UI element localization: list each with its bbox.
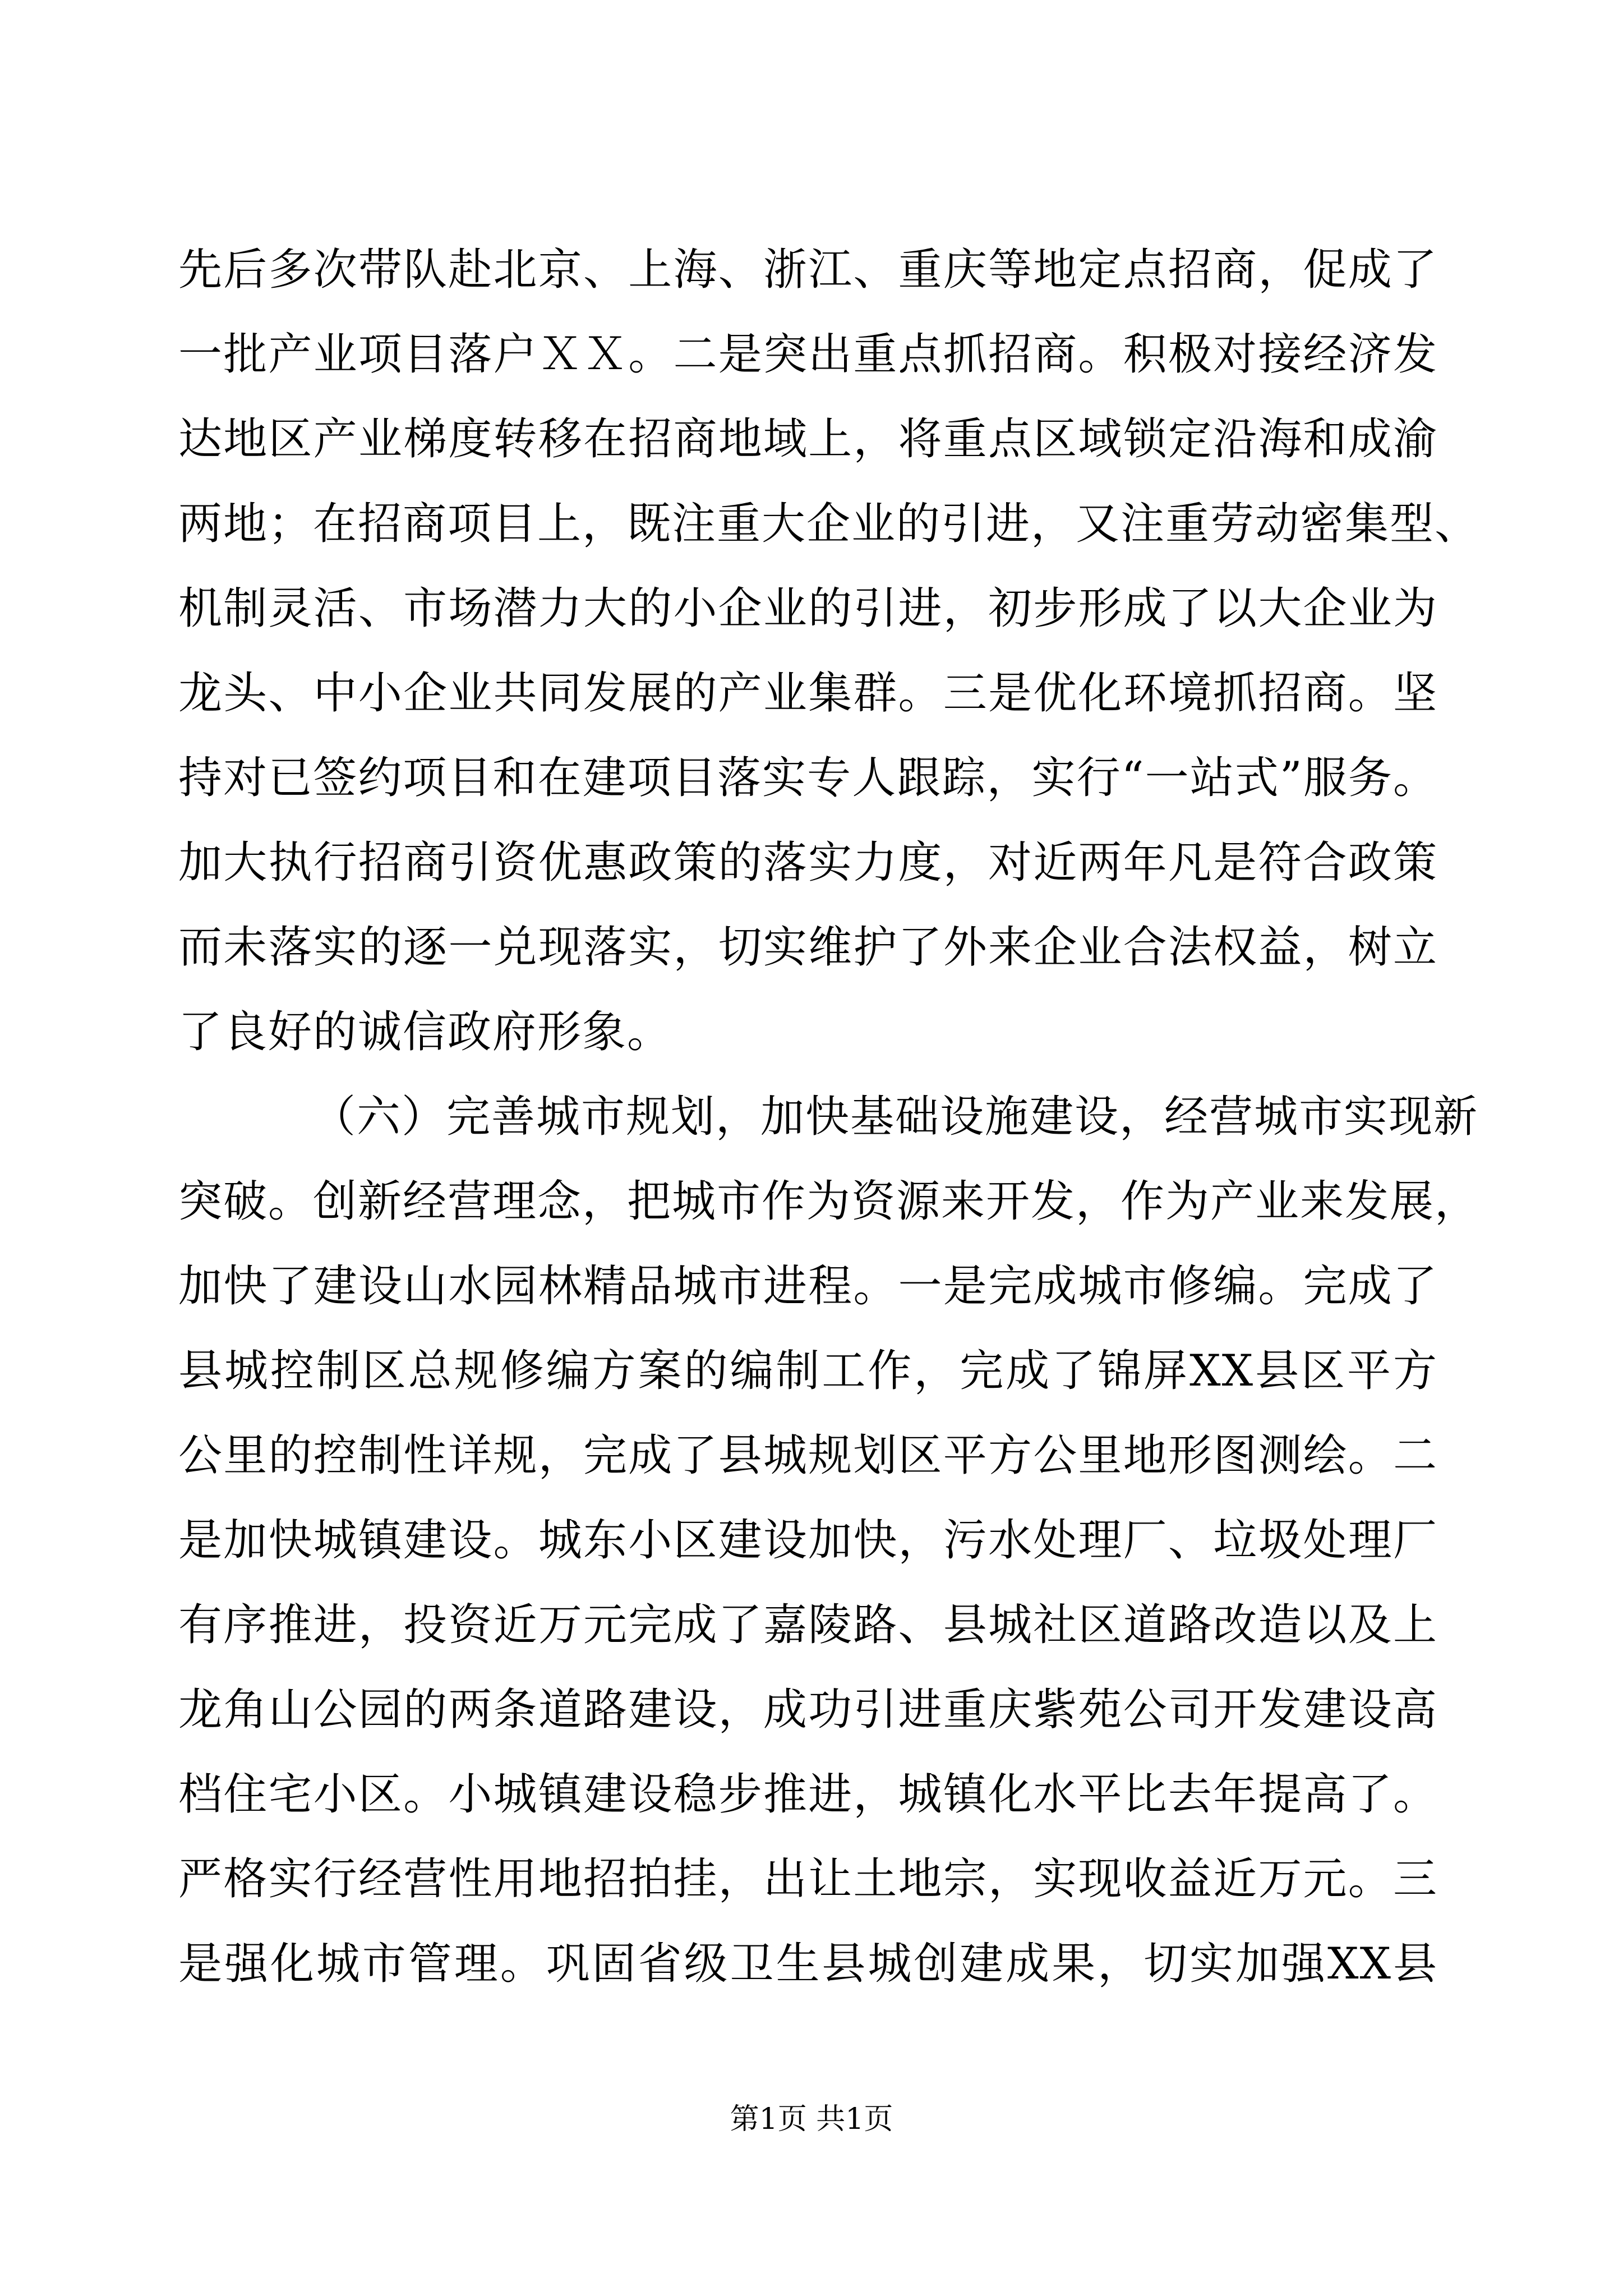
text-line-content: 严格实行经营性用地招拍挂，出让土地宗，实现收益近万元。三 bbox=[178, 1854, 1438, 1904]
text-line-content: 加快了建设山水园林精品城市进程。一是完成城市修编。完成了 bbox=[178, 1261, 1438, 1312]
text-line bbox=[0, 1425, 1623, 1487]
text-line bbox=[0, 747, 1623, 809]
text-line bbox=[0, 324, 1623, 385]
text-line bbox=[0, 493, 1623, 555]
text-line-content: 龙头、中小企业共同发展的产业集群。三是优化环境抓招商。坚 bbox=[178, 668, 1438, 719]
text-line bbox=[0, 1255, 1623, 1317]
text-line-content: 公里的控制性详规，完成了县城规划区平方公里地形图测绘。二 bbox=[178, 1430, 1438, 1481]
text-line-content: 一批产业项目落户ＸＸ。二是突出重点抓招商。积极对接经济发 bbox=[178, 329, 1438, 380]
text-line-content: 是强化城市管理。巩固省级卫生县城创建成果，切实加强XX县 bbox=[178, 1939, 1438, 1989]
text-line-content: 先后多次带队赴北京、上海、浙江、重庆等地定点招商，促成了 bbox=[178, 245, 1438, 295]
text-line-content: 突破。创新经营理念，把城市作为资源来开发，作为产业来发展， bbox=[178, 1176, 1480, 1227]
text-line bbox=[0, 1171, 1623, 1232]
text-line bbox=[0, 1086, 1623, 1148]
text-line-content: 有序推进，投资近万元完成了嘉陵路、县城社区道路改造以及上 bbox=[178, 1600, 1438, 1650]
text-line-content: 而未落实的逐一兑现落实，切实维护了外来企业合法权益，树立 bbox=[178, 922, 1438, 973]
text-line-content: 是加快城镇建设。城东小区建设加快，污水处理厂、垃圾处理厂 bbox=[178, 1515, 1438, 1566]
text-line-content: 机制灵活、市场潜力大的小企业的引进，初步形成了以大企业为 bbox=[178, 583, 1438, 634]
text-line-content: 县城控制区总规修编方案的编制工作，完成了锦屏XX县区平方 bbox=[178, 1346, 1438, 1396]
text-line bbox=[0, 1764, 1623, 1825]
text-line-content: 达地区产业梯度转移在招商地域上，将重点区域锁定沿海和成渝 bbox=[178, 414, 1438, 464]
text-line-content: 加大执行招商引资优惠政策的落实力度，对近两年凡是符合政策 bbox=[178, 838, 1438, 888]
text-line-content: （六）完善城市规划，加快基础设施建设，经营城市实现新 bbox=[312, 1092, 1479, 1142]
text-line bbox=[0, 917, 1623, 978]
text-line bbox=[0, 239, 1623, 301]
text-line-content: 两地；在招商项目上，既注重大企业的引进，又注重劳动密集型、 bbox=[178, 499, 1480, 549]
text-line bbox=[0, 832, 1623, 894]
text-line bbox=[0, 662, 1623, 724]
text-line-content: 档住宅小区。小城镇建设稳步推进，城镇化水平比去年提高了。 bbox=[178, 1769, 1438, 1820]
text-line-content: 龙角山公园的两条道路建设，成功引进重庆紫苑公司开发建设高 bbox=[178, 1685, 1438, 1735]
text-line bbox=[0, 1001, 1623, 1063]
text-line bbox=[0, 1510, 1623, 1571]
page-footer: 第1页 共1页 bbox=[730, 2102, 893, 2136]
text-line bbox=[0, 1594, 1623, 1656]
text-line-content: 了良好的诚信政府形象。 bbox=[178, 1007, 672, 1057]
text-line bbox=[0, 1933, 1623, 1995]
text-line bbox=[0, 1679, 1623, 1741]
text-line bbox=[0, 1848, 1623, 1910]
text-line bbox=[0, 1340, 1623, 1402]
text-line bbox=[0, 408, 1623, 470]
text-line bbox=[0, 578, 1623, 639]
text-line-content: 持对已签约项目和在建项目落实专人跟踪，实行“一站式”服务。 bbox=[178, 753, 1438, 803]
